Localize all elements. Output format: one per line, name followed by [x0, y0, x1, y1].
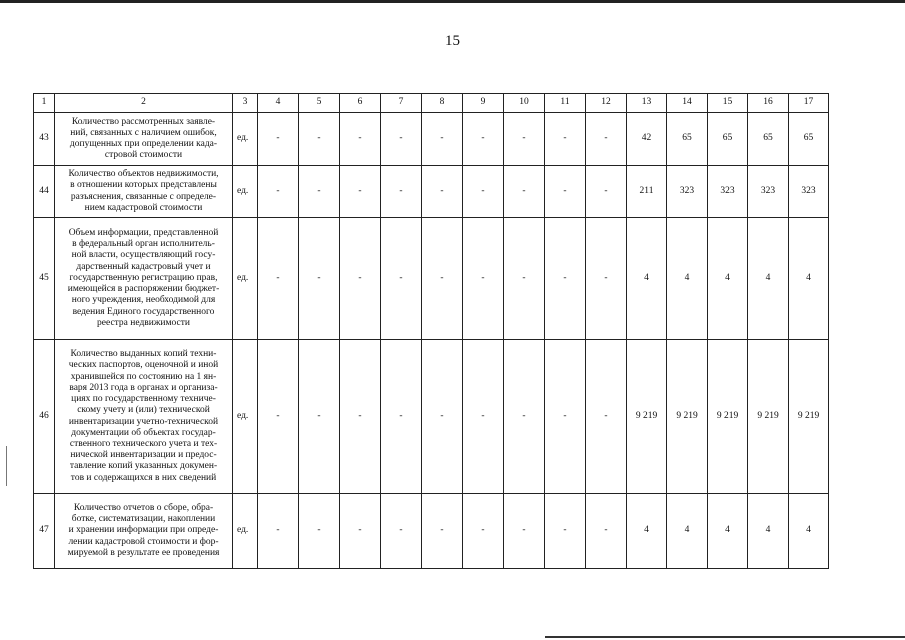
header-cell: 12 — [586, 94, 627, 113]
table-row — [34, 218, 829, 340]
value-cell: 211 — [627, 166, 667, 218]
value-cell: - — [463, 340, 504, 494]
value-cell: - — [381, 340, 422, 494]
value-cell: - — [545, 113, 586, 166]
header-cell: 5 — [299, 94, 340, 113]
value-cell: - — [463, 166, 504, 218]
value-cell: - — [545, 494, 586, 569]
value-cell: - — [422, 218, 463, 340]
value-cell: 4 — [789, 218, 829, 340]
description-line: имеющейся в распоряжении бюджет- — [67, 284, 220, 295]
value-cell: 4 — [748, 494, 789, 569]
header-cell: 10 — [504, 94, 545, 113]
value-cell: - — [381, 494, 422, 569]
description-line: Количество отчетов о сборе, обра- — [73, 502, 214, 513]
value-cell: 4 — [627, 494, 667, 569]
value-cell: 4 — [708, 218, 748, 340]
description-line: нием кадастровой стоимости — [84, 202, 203, 213]
value-cell: - — [340, 494, 381, 569]
description-line: и хранении информации при опреде- — [68, 525, 219, 536]
value-cell: 9 219 — [627, 340, 667, 494]
indicator-description — [55, 494, 233, 569]
description-line: нической инвентаризации и предос- — [70, 450, 217, 461]
description-line: Количество рассмотренных заявле- — [71, 116, 216, 127]
row-number: 43 — [34, 113, 55, 166]
value-cell: - — [586, 340, 627, 494]
description-line: лении кадастровой стоимости и фор- — [68, 536, 219, 547]
value-cell: - — [463, 113, 504, 166]
indicators-table — [33, 93, 829, 569]
description-line: ного учреждения, необходимой для — [71, 295, 216, 306]
value-cell: - — [586, 494, 627, 569]
value-cell: 4 — [667, 494, 708, 569]
description-line: допущенных при определении када- — [69, 139, 218, 149]
description-line: тов и содержащихся в них сведений — [70, 472, 217, 483]
page-number: 15 — [445, 33, 460, 49]
value-cell: - — [504, 218, 545, 340]
description-line: циях по государственному техниче- — [71, 394, 216, 405]
value-cell: - — [381, 166, 422, 218]
description-line: тавление копий указанных докумен- — [69, 461, 218, 472]
header-cell: 17 — [789, 94, 829, 113]
value-cell: 323 — [708, 166, 748, 218]
value-cell: 65 — [667, 113, 708, 166]
indicator-description — [55, 113, 233, 166]
header-cell: 6 — [340, 94, 381, 113]
value-cell: 9 219 — [667, 340, 708, 494]
header-cell: 2 — [55, 94, 233, 113]
value-cell: - — [340, 113, 381, 166]
description-line: ботке, систематизации, накоплении — [71, 514, 216, 525]
value-cell: - — [586, 166, 627, 218]
value-cell: 65 — [708, 113, 748, 166]
header-cell: 3 — [233, 94, 258, 113]
value-cell: - — [504, 494, 545, 569]
value-cell: 65 — [748, 113, 789, 166]
description-line: дарственный кадастровый учет и — [76, 261, 211, 272]
row-number: 44 — [34, 166, 55, 218]
bottom-border-rule — [545, 636, 905, 638]
description-line: варя 2013 года в органах и организа- — [69, 382, 218, 393]
value-cell: - — [340, 166, 381, 218]
value-cell: - — [258, 340, 299, 494]
description-line: государственную регистрацию прав, — [69, 272, 218, 283]
table-row — [34, 166, 829, 218]
description-line: стровой стоимости — [104, 150, 183, 161]
header-cell: 9 — [463, 94, 504, 113]
value-cell: 42 — [627, 113, 667, 166]
value-cell: 323 — [789, 166, 829, 218]
indicator-description — [55, 340, 233, 494]
header-cell: 13 — [627, 94, 667, 113]
value-cell: - — [299, 166, 340, 218]
value-cell: 4 — [667, 218, 708, 340]
value-cell: - — [299, 218, 340, 340]
value-cell: 9 219 — [748, 340, 789, 494]
description-line: документации об объектах государ- — [71, 427, 216, 438]
value-cell: 9 219 — [789, 340, 829, 494]
value-cell: - — [545, 218, 586, 340]
value-cell: - — [258, 113, 299, 166]
description-line: в федеральный орган исполнитель- — [72, 239, 215, 250]
value-cell: - — [545, 166, 586, 218]
unit-cell: ед. — [233, 494, 258, 569]
value-cell: 4 — [748, 218, 789, 340]
header-cell: 4 — [258, 94, 299, 113]
value-cell: - — [422, 494, 463, 569]
header-cell: 16 — [748, 94, 789, 113]
unit-cell: ед. — [233, 166, 258, 218]
description-line: мируемой в результате ее проведения — [67, 547, 220, 558]
header-cell: 14 — [667, 94, 708, 113]
value-cell: - — [340, 340, 381, 494]
value-cell: - — [381, 218, 422, 340]
description-line: скому учету и (или) технической — [77, 405, 210, 416]
description-line: Количество объектов недвижимости, — [68, 169, 219, 180]
value-cell: - — [258, 166, 299, 218]
top-border-rule — [0, 0, 905, 3]
value-cell: - — [586, 218, 627, 340]
value-cell: - — [258, 494, 299, 569]
value-cell: 4 — [627, 218, 667, 340]
value-cell: - — [586, 113, 627, 166]
description-line: ведения Единого государственного — [72, 306, 215, 317]
value-cell: - — [422, 340, 463, 494]
value-cell: - — [299, 340, 340, 494]
value-cell: - — [422, 113, 463, 166]
description-line: разъяснения, связанные с определе- — [70, 191, 217, 202]
table-row — [34, 113, 829, 166]
description-line: в отношении которых представлены — [70, 180, 217, 191]
value-cell: 4 — [708, 494, 748, 569]
header-cell: 1 — [34, 94, 55, 113]
unit-cell: ед. — [233, 113, 258, 166]
description-line: Количество выданных копий техни- — [70, 349, 217, 360]
value-cell: - — [299, 494, 340, 569]
header-cell: 8 — [422, 94, 463, 113]
value-cell: - — [463, 218, 504, 340]
value-cell: 323 — [667, 166, 708, 218]
indicator-description — [55, 166, 233, 218]
value-cell: 65 — [789, 113, 829, 166]
header-cell: 15 — [708, 94, 748, 113]
description-line: реестра недвижимости — [97, 317, 190, 328]
scan-edge-mark — [6, 446, 7, 486]
row-number: 46 — [34, 340, 55, 494]
description-line: ственного технического учета и тех- — [69, 438, 218, 449]
header-row — [34, 94, 829, 113]
value-cell: - — [422, 166, 463, 218]
value-cell: - — [463, 494, 504, 569]
description-line: ческих паспортов, оценочной и иной — [68, 360, 219, 371]
row-number: 47 — [34, 494, 55, 569]
table-row — [34, 494, 829, 569]
description-line: Объем информации, представленной — [68, 228, 219, 239]
value-cell: 323 — [748, 166, 789, 218]
description-line: хранившейся по состоянию на 1 ян- — [70, 371, 217, 382]
header-cell: 11 — [545, 94, 586, 113]
value-cell: - — [381, 113, 422, 166]
unit-cell: ед. — [233, 340, 258, 494]
description-line: ной власти, осуществляющий госу- — [71, 250, 216, 261]
value-cell: - — [504, 166, 545, 218]
table-row — [34, 340, 829, 494]
value-cell: - — [340, 218, 381, 340]
indicator-description — [55, 218, 233, 340]
value-cell: - — [299, 113, 340, 166]
row-number: 45 — [34, 218, 55, 340]
value-cell: 9 219 — [708, 340, 748, 494]
value-cell: - — [545, 340, 586, 494]
unit-cell: ед. — [233, 218, 258, 340]
header-cell: 7 — [381, 94, 422, 113]
value-cell: - — [504, 113, 545, 166]
value-cell: - — [504, 340, 545, 494]
description-line: ний, связанных с наличием ошибок, — [70, 127, 217, 138]
value-cell: - — [258, 218, 299, 340]
value-cell: 4 — [789, 494, 829, 569]
description-line: инвентаризации учетно-технической — [68, 416, 219, 427]
